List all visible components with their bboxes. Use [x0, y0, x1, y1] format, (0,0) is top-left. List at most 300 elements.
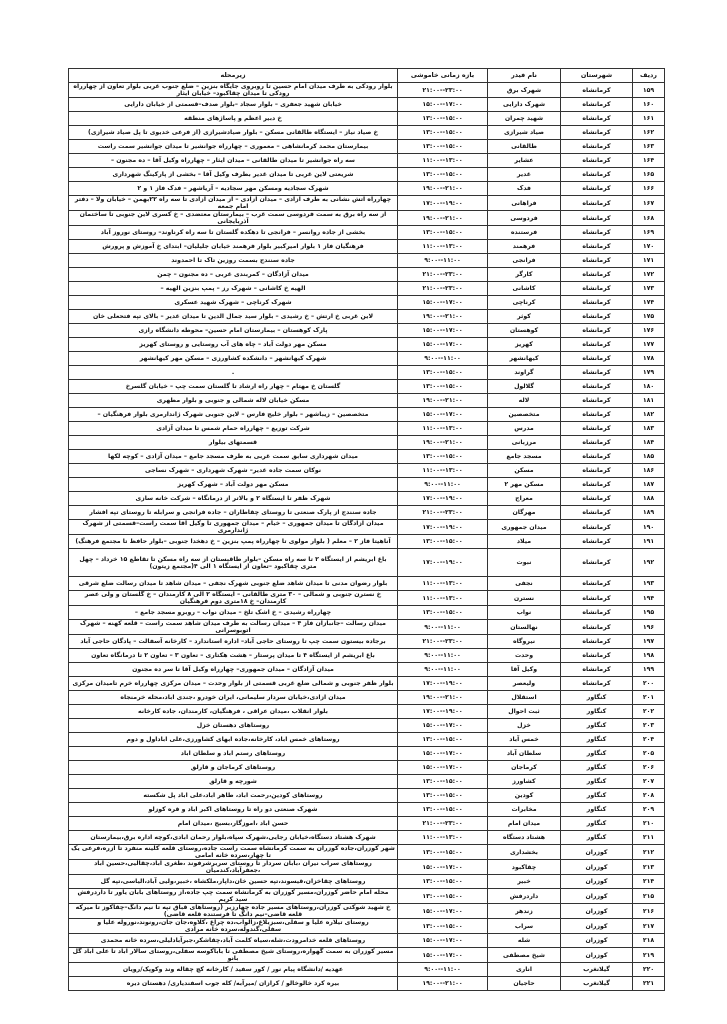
cell-feeder: میلاد: [488, 535, 561, 549]
cell-feeder: شیخ مصطفی: [488, 948, 561, 963]
table-row: [69, 691, 665, 705]
cell-feeder: کشاورز: [488, 775, 561, 789]
cell-feeder: نواب: [488, 606, 561, 620]
cell-time: ۱۳:۰۰--۱۵:۰۰: [398, 126, 488, 140]
table-row: [69, 577, 665, 591]
cell-city: کنگاور: [561, 775, 633, 789]
cell-feeder: نهالستان: [488, 620, 561, 635]
cell-radif: ۲۲۱: [633, 977, 665, 991]
table-row: [69, 83, 665, 98]
cell-time: ۱۹:۰۰--۲۱:۰۰: [398, 977, 488, 991]
cell-feeder: اناری: [488, 963, 561, 977]
cell-radif: ۱۷۰: [633, 240, 665, 254]
cell-area: بلوار ظفر جنوبی و شمالی ضلع غربی قسمتی از بلوار وحدت – میدان مرکزی چهارراه خرم تامیدان مرکزی: [69, 677, 398, 691]
cell-radif: ۱۹۱: [633, 535, 665, 549]
cell-feeder: مخابرات: [488, 803, 561, 817]
cell-city: کنگاور: [561, 719, 633, 733]
table-row: [69, 649, 665, 663]
table-row: [69, 789, 665, 803]
cell-city: کرمانشاه: [561, 649, 633, 663]
cell-area: عهدیه /دانشگاه پیام نور / کور سفید / کارخانه کچ چقاله وند وکوپک/رویان: [69, 963, 398, 977]
cell-city: کرمانشاه: [561, 211, 633, 226]
cell-city: کنگاور: [561, 747, 633, 761]
table-row: [69, 591, 665, 606]
cell-city: کرمانشاه: [561, 577, 633, 591]
table-row: [69, 549, 665, 577]
cell-feeder: گلالول: [488, 380, 561, 394]
cell-feeder: مدرس: [488, 422, 561, 436]
cell-time: ۱۱:۰۰--۱۳:۰۰: [398, 831, 488, 845]
cell-time: ۹:۰۰--۱۱:۰۰: [398, 254, 488, 268]
cell-radif: ۲۱۱: [633, 831, 665, 845]
cell-city: کرمانشاه: [561, 226, 633, 240]
cell-feeder: معراج: [488, 492, 561, 506]
cell-radif: ۱۷۶: [633, 324, 665, 338]
table-row: [69, 436, 665, 450]
cell-area: میدان آزادگان – کمربندی غربی – ده مجنون – چمن: [69, 268, 398, 282]
cell-time: ۱۳:۰۰--۱۵:۰۰: [398, 450, 488, 464]
cell-city: کوزران: [561, 919, 633, 934]
cell-area: آناهیتا فاز ۲ – معلم ( بلوار مولوی تا چهارراه پمپ بنزین – خ دهخدا جنوبی –بلوار حافظ تا مجتمع فرهنگ): [69, 535, 398, 549]
cell-feeder: مرزبانی: [488, 436, 561, 450]
table-row: [69, 860, 665, 875]
cell-area: روستاهای کرماجان و قارلق: [69, 761, 398, 775]
cell-radif: ۱۸۹: [633, 506, 665, 520]
table-row: [69, 889, 665, 904]
cell-time: ۱۷:۰۰--۱۹:۰۰: [398, 549, 488, 577]
outage-table: [68, 68, 665, 991]
cell-area: بیره کرد خالوخالو / کرازان /میرآبه/ کله جوب اسفندیاری/ دهستان دیره: [69, 977, 398, 991]
cell-time: ۱۹:۰۰--۲۱:۰۰: [398, 182, 488, 196]
cell-feeder: مسجد جامع: [488, 450, 561, 464]
cell-time: ۲۱:۰۰--۲۳:۰۰: [398, 268, 488, 282]
cell-time: ۱۱:۰۰--۱۳:۰۰: [398, 464, 488, 478]
cell-feeder: خزل: [488, 719, 561, 733]
cell-radif: ۱۶۵: [633, 168, 665, 182]
cell-feeder: بخشداری: [488, 845, 561, 860]
cell-feeder: عشایر: [488, 154, 561, 168]
cell-time: ۱۷:۰۰--۱۹:۰۰: [398, 677, 488, 691]
cell-radif: ۱۷۱: [633, 254, 665, 268]
cell-radif: ۱۸۸: [633, 492, 665, 506]
cell-area: مسیر کوزران به سمت گهواره،روستای شیخ مصطفی تا باباکوسه سفلی،روستای سالار آباد تا علی آباد گل بانو: [69, 948, 398, 963]
cell-feeder: فرستنده: [488, 226, 561, 240]
cell-radif: ۱۶۱: [633, 112, 665, 126]
cell-feeder: شهرک برق: [488, 83, 561, 98]
cell-time: ۱۷:۰۰--۱۹:۰۰: [398, 196, 488, 211]
table-row: [69, 394, 665, 408]
cell-city: گیلانغرب: [561, 977, 633, 991]
outage-schedule-document: [68, 68, 665, 991]
cell-city: کرمانشاه: [561, 478, 633, 492]
cell-area: خ نسترن جنوبی و شمالی – ۳۰ متری طالقانی – ایستگاه ۲ الی ۸ کارمندان – خ گلستان و ولی عصر کارمندان– خ ۱۸متری دوم فرهنگیان: [69, 591, 398, 606]
cell-city: کرمانشاه: [561, 296, 633, 310]
cell-area: بلوار رودکی به طرف میدان امام حسین تا روبروی جایگاه بنزین – ضلع جنوب غربی بلوار تعاون از چهارراه رودکی تا میدان چقاکبود– خیابان ایثار: [69, 83, 398, 98]
cell-feeder: نبوت: [488, 549, 561, 577]
table-row: [69, 168, 665, 182]
cell-radif: ۱۸۶: [633, 464, 665, 478]
table-row: [69, 620, 665, 635]
cell-radif: ۱۷۷: [633, 338, 665, 352]
cell-radif: ۲۰۱: [633, 691, 665, 705]
table-row: [69, 422, 665, 436]
cell-time: ۱۵:۰۰--۱۷:۰۰: [398, 948, 488, 963]
cell-radif: ۱۹۰: [633, 520, 665, 535]
cell-feeder: حاجیان: [488, 977, 561, 991]
cell-time: ۱۵:۰۰--۱۷:۰۰: [398, 860, 488, 875]
table-row: [69, 817, 665, 831]
cell-radif: ۱۶۳: [633, 140, 665, 154]
cell-radif: ۲۰۶: [633, 761, 665, 775]
table-row: [69, 98, 665, 112]
cell-time: ۱۱:۰۰--۱۳:۰۰: [398, 240, 488, 254]
cell-feeder: کهریز: [488, 338, 561, 352]
table-row: [69, 831, 665, 845]
cell-radif: ۱۹۵: [633, 606, 665, 620]
cell-radif: ۱۹۷: [633, 635, 665, 649]
cell-feeder: ثبت احوال: [488, 705, 561, 719]
cell-area: چهارراه آتش نشانی به طرف آزادی – میدان آزادی – از میدان آزادی تا سه راه ۲۲بهمن – خیابان ولا – دفتر امام جمعه: [69, 196, 398, 211]
cell-time: ۱۵:۰۰--۱۷:۰۰: [398, 98, 488, 112]
table-row: [69, 366, 665, 380]
cell-area: روستاهای چقاخزان،قیسوند،تپه حسین خان،داپار،ملکشاه ،خبیر،ولیی آباد،الیاسی،تپه گل: [69, 875, 398, 889]
cell-area: بیمارستان محمد کرمانشاهی – معموری – چهارراه جوانشیر تا میدان جوانشیر سمت راست: [69, 140, 398, 154]
table-row: [69, 492, 665, 506]
cell-city: کنگاور: [561, 803, 633, 817]
table-row: [69, 520, 665, 535]
cell-radif: ۱۷۴: [633, 296, 665, 310]
cell-feeder: غدیر: [488, 168, 561, 182]
cell-city: گیلانغرب: [561, 963, 633, 977]
cell-area: چهارراه رشیدی – خ اشک تلخ – میدان نواب – روبرو مسجد جامع –: [69, 606, 398, 620]
cell-radif: ۱۶۰: [633, 98, 665, 112]
cell-feeder: کودین: [488, 789, 561, 803]
cell-area: برجاده بیستون سمت چپ تا روستای حاجی آباد– اداره استاندارد – کارخانه آسفالت – پادگان حاجی آباد: [69, 635, 398, 649]
table-row: [69, 352, 665, 366]
cell-feeder: فدک: [488, 182, 561, 196]
cell-area: روستاهای سراب نیران ،بابان سردار تا روستای سربرشرفوند ،طغری آباد،چقالیی،حسین آباد ،جعفرآباد،کندمیان: [69, 860, 398, 875]
table-row: [69, 112, 665, 126]
cell-time: ۱۱:۰۰--۱۳:۰۰: [398, 154, 488, 168]
cell-time: ۱۱:۰۰--۱۳:۰۰: [398, 577, 488, 591]
table-row: [69, 338, 665, 352]
table-row: [69, 663, 665, 677]
cell-city: کرمانشاه: [561, 506, 633, 520]
cell-city: کرمانشاه: [561, 112, 633, 126]
cell-area: بلوار رضوان مدنی تا میدان شاهد ضلع جنوبی شهرک نجفی – میدان شاهد تا میدان رسالت ضلع شرقی: [69, 577, 398, 591]
cell-feeder: نسترن: [488, 591, 561, 606]
cell-city: کرمانشاه: [561, 436, 633, 450]
cell-city: کرمانشاه: [561, 620, 633, 635]
cell-feeder: زندهر: [488, 904, 561, 919]
cell-radif: ۲۰۵: [633, 747, 665, 761]
cell-radif: ۲۰۲: [633, 705, 665, 719]
cell-time: ۲۱:۰۰--۲۳:۰۰: [398, 83, 488, 98]
cell-radif: ۱۸۷: [633, 478, 665, 492]
cell-radif: ۲۱۰: [633, 817, 665, 831]
cell-city: کرمانشاه: [561, 196, 633, 211]
cell-radif: ۱۵۹: [633, 83, 665, 98]
cell-feeder: هشتاد دستگاه: [488, 831, 561, 845]
cell-area: مسکن مهر دولت آباد – شهرک کهریز: [69, 478, 398, 492]
cell-radif: ۲۰۳: [633, 719, 665, 733]
table-row: [69, 196, 665, 211]
cell-feeder: کیهانشهر: [488, 352, 561, 366]
cell-time: ۱۵:۰۰--۱۷:۰۰: [398, 324, 488, 338]
table-row: [69, 324, 665, 338]
cell-area: خیابان شهید جعفری – بلوار سجاد –بلوار صدف–قسمتی از خیابان دارایی: [69, 98, 398, 112]
cell-area: میدان رسالت –جانبازان فاز ۴ – میدان رسالت به طرف میدان شاهد سمت راست – قلعه کهنه – شهرک اتوبوسرانی: [69, 620, 398, 635]
cell-feeder: خبیر: [488, 875, 561, 889]
cell-feeder: مسکن: [488, 464, 561, 478]
table-row: [69, 934, 665, 948]
cell-radif: ۱۹۸: [633, 649, 665, 663]
table-row: [69, 775, 665, 789]
cell-city: کنگاور: [561, 691, 633, 705]
table-row: [69, 761, 665, 775]
table-row: [69, 733, 665, 747]
cell-city: کرمانشاه: [561, 83, 633, 98]
cell-time: ۱۳:۰۰--۱۵:۰۰: [398, 733, 488, 747]
cell-area: بخشی از جاده روانسر – فرانجی تا دهکده گلستان تا سه راه کرناوند– روستای نوروز آباد: [69, 226, 398, 240]
cell-city: کرمانشاه: [561, 492, 633, 506]
cell-city: کرمانشاه: [561, 324, 633, 338]
table-row: [69, 803, 665, 817]
cell-time: ۱۵:۰۰--۱۷:۰۰: [398, 904, 488, 919]
table-row: [69, 226, 665, 240]
table-row: [69, 464, 665, 478]
cell-city: کوزران: [561, 904, 633, 919]
cell-time: ۱۷:۰۰--۱۹:۰۰: [398, 705, 488, 719]
cell-radif: ۱۸۳: [633, 422, 665, 436]
table-row: [69, 977, 665, 991]
cell-radif: ۲۰۴: [633, 733, 665, 747]
cell-area: روستاهای قلعه خدامرودت،شله،سیاه کلمت آباد،چقاشکر،جبرآبادلیلی،سرده خانه محمدی: [69, 934, 398, 948]
cell-radif: ۲۱۶: [633, 904, 665, 919]
cell-radif: ۲۱۸: [633, 934, 665, 948]
table-row: [69, 719, 665, 733]
cell-radif: ۱۸۰: [633, 380, 665, 394]
table-row: [69, 450, 665, 464]
cell-time: ۱۳:۰۰--۱۵:۰۰: [398, 535, 488, 549]
cell-feeder: کاشانی: [488, 282, 561, 296]
cell-feeder: وکیل آقا: [488, 663, 561, 677]
cell-feeder: فرانجی: [488, 254, 561, 268]
cell-city: کرمانشاه: [561, 408, 633, 422]
cell-area: روستاهای دهستان خزل: [69, 719, 398, 733]
cell-area: حسن اباد ،اموزگار،بسیج ،میدان امام: [69, 817, 398, 831]
cell-time: ۱۹:۰۰--۲۱:۰۰: [398, 436, 488, 450]
cell-radif: ۱۶۶: [633, 182, 665, 196]
table-row: [69, 677, 665, 691]
cell-time: ۱۳:۰۰--۱۵:۰۰: [398, 889, 488, 904]
cell-radif: ۱۶۲: [633, 126, 665, 140]
cell-feeder: سلطان آباد: [488, 747, 561, 761]
header-city: شهرستان: [561, 69, 633, 83]
cell-area: روستاهای رستم اباد و سلطان اباد: [69, 747, 398, 761]
cell-city: کرمانشاه: [561, 182, 633, 196]
cell-radif: ۲۱۵: [633, 889, 665, 904]
cell-city: کرمانشاه: [561, 591, 633, 606]
cell-area: گلستان خ مهتام – چهار راه ارشاد تا گلستان سمت چپ – خیابان گلسرخ: [69, 380, 398, 394]
header-feeder: نام فیدر: [488, 69, 561, 83]
cell-time: ۹:۰۰--۱۱:۰۰: [398, 649, 488, 663]
cell-feeder: گراوند: [488, 366, 561, 380]
cell-city: کرمانشاه: [561, 338, 633, 352]
cell-area: شهرک کیهانشهر – دانشکده کشاورزی – مسکن مهر کیهانشهر: [69, 352, 398, 366]
cell-city: کرمانشاه: [561, 352, 633, 366]
cell-radif: ۲۰۸: [633, 789, 665, 803]
table-row: [69, 182, 665, 196]
cell-city: کنگاور: [561, 817, 633, 831]
cell-feeder: ولیعصر: [488, 677, 561, 691]
cell-time: ۱۳:۰۰--۱۵:۰۰: [398, 789, 488, 803]
cell-area: میدان شهرداری سابق سمت غربی به طرف مسجد جامع – میدان آزادی – کوچه لکها: [69, 450, 398, 464]
cell-feeder: کارگر: [488, 268, 561, 282]
table-row: [69, 254, 665, 268]
cell-feeder: استقلال: [488, 691, 561, 705]
cell-city: کرمانشاه: [561, 380, 633, 394]
table-row: [69, 705, 665, 719]
cell-area: مسکن مهر دولت آباد – چاه های آب روستایی و روستای کهریز: [69, 338, 398, 352]
cell-area: باغ ابریشم از ایستگاه ۲ تا سه راه مسکن –بلوار طاقبستان از سه راه مسکن تا تقاطع ۱۵ خرداد – چهل متری چقاکبود –تعاون از ایستگاه ۱ الی ۴(مجتمع زیتون): [69, 549, 398, 577]
cell-time: ۱۳:۰۰--۱۵:۰۰: [398, 803, 488, 817]
cell-area: متخصصین – زیباشهر – بلوار خلیج فارس – لاین جنوبی شهرک ژاندارمری بلوار فرهنگیان –: [69, 408, 398, 422]
cell-radif: ۲۱۷: [633, 919, 665, 934]
cell-time: ۱۳:۰۰--۱۵:۰۰: [398, 380, 488, 394]
cell-feeder: سراب: [488, 919, 561, 934]
cell-feeder: کوهستان: [488, 324, 561, 338]
cell-area: باغ ابریشم از ایستگاه ۴ تا میدان پرستار – هشت هکتاری – تعاون ۳ – تعاون ۲ تا درمانگاه تعاون: [69, 649, 398, 663]
table-row: [69, 478, 665, 492]
cell-feeder: مهرگان: [488, 506, 561, 520]
cell-feeder: فردوسی: [488, 211, 561, 226]
cell-radif: ۲۱۴: [633, 875, 665, 889]
cell-time: ۲۱:۰۰--۲۳:۰۰: [398, 282, 488, 296]
cell-radif: ۲۰۷: [633, 775, 665, 789]
cell-radif: ۱۸۵: [633, 450, 665, 464]
cell-time: ۱۳:۰۰--۱۵:۰۰: [398, 140, 488, 154]
cell-time: ۱۳:۰۰--۱۵:۰۰: [398, 112, 488, 126]
cell-city: کرمانشاه: [561, 464, 633, 478]
table-row: [69, 919, 665, 934]
cell-radif: ۲۲۰: [633, 963, 665, 977]
cell-area: شرکت توزیع – چهارراه حمام شمس تا میدان آزادی: [69, 422, 398, 436]
cell-time: ۹:۰۰--۱۱:۰۰: [398, 352, 488, 366]
header-radif: ردیف: [633, 69, 665, 83]
cell-time: ۹:۰۰--۱۱:۰۰: [398, 663, 488, 677]
cell-city: کرمانشاه: [561, 126, 633, 140]
cell-area: شورچه و قارلق: [69, 775, 398, 789]
cell-city: کرمانشاه: [561, 310, 633, 324]
cell-feeder: لاله: [488, 394, 561, 408]
table-body: [69, 83, 665, 991]
cell-feeder: میدان جمهوری: [488, 520, 561, 535]
cell-radif: ۱۹۴: [633, 591, 665, 606]
cell-feeder: وحدت: [488, 649, 561, 663]
cell-time: ۱۳:۰۰--۱۵:۰۰: [398, 226, 488, 240]
table-row: [69, 506, 665, 520]
table-row: [69, 126, 665, 140]
cell-city: کرمانشاه: [561, 268, 633, 282]
cell-radif: ۱۸۱: [633, 394, 665, 408]
cell-feeder: کرناچی: [488, 296, 561, 310]
cell-city: کنگاور: [561, 761, 633, 775]
cell-city: کوزران: [561, 889, 633, 904]
cell-radif: ۱۷۵: [633, 310, 665, 324]
table-row: [69, 408, 665, 422]
table-row: [69, 211, 665, 226]
cell-time: ۱۳:۰۰--۱۵:۰۰: [398, 775, 488, 789]
cell-feeder: مسکن مهر ۲: [488, 478, 561, 492]
cell-time: ۱۵:۰۰--۱۷:۰۰: [398, 761, 488, 775]
cell-city: کرمانشاه: [561, 450, 633, 464]
cell-radif: ۲۱۲: [633, 845, 665, 860]
cell-area: مسکن خیابان لاله شمالی و جنوبی و بلوار مطهری: [69, 394, 398, 408]
cell-city: کنگاور: [561, 789, 633, 803]
cell-time: ۲۱:۰۰--۲۳:۰۰: [398, 635, 488, 649]
cell-time: ۱۹:۰۰--۲۱:۰۰: [398, 394, 488, 408]
table-row: [69, 154, 665, 168]
cell-time: ۱۵:۰۰--۱۷:۰۰: [398, 408, 488, 422]
table-row: [69, 282, 665, 296]
cell-area: روستاهای کودین،رحمت اباد، طاهر اباد،علی اباد پل شکسته: [69, 789, 398, 803]
table-row: [69, 875, 665, 889]
cell-feeder: شهید چمران: [488, 112, 561, 126]
cell-area: قسمتهای بیلوار: [69, 436, 398, 450]
table-row: [69, 635, 665, 649]
table-row: [69, 963, 665, 977]
cell-area: خ شهید شوکتی کوزران،روستاهای مسیر جاده چهارزبر (روستاهای قباق تپه تا نیم دانگ–چقاکوز تا میرکه قلعه قاضی–نیم دانگ تا فرستنده قلعه قاضی): [69, 904, 398, 919]
cell-radif: ۱۷۹: [633, 366, 665, 380]
table-row: [69, 296, 665, 310]
cell-feeder: صیاد شیرازی: [488, 126, 561, 140]
cell-city: کرمانشاه: [561, 98, 633, 112]
cell-area: شهرک سجادیه ومسکن مهر سجادیه – آریاشهر – فدک فاز ۱ و ۲: [69, 182, 398, 196]
cell-area: نوکان سمت جاده غدیر– شهرک شهرداری – شهرک نساجی: [69, 464, 398, 478]
table-row: [69, 310, 665, 324]
cell-city: کنگاور: [561, 705, 633, 719]
cell-time: ۱۳:۰۰--۱۵:۰۰: [398, 606, 488, 620]
cell-city: کرمانشاه: [561, 154, 633, 168]
cell-city: کرمانشاه: [561, 606, 633, 620]
cell-radif: ۱۹۹: [633, 663, 665, 677]
cell-radif: ۱۷۸: [633, 352, 665, 366]
cell-time: ۱۵:۰۰--۱۷:۰۰: [398, 338, 488, 352]
cell-time: ۲۱:۰۰--۲۳:۰۰: [398, 817, 488, 831]
cell-area: شهرک کرناچی – شهرک شهید عسکری: [69, 296, 398, 310]
cell-city: کنگاور: [561, 733, 633, 747]
cell-area: روستاهای خمس اباد، کارخانه،جاده ابهای کشاورزی،علی اباداول و دوم: [69, 733, 398, 747]
cell-area: شهرک هشتاد دستگاه،خیابان رجایی،شهرک سپاه،بلوار رحمان ابادی،کوچه اداره برق،بیمارستان: [69, 831, 398, 845]
cell-area: جاده سنندج از پارک صنعتی تا روستای چقاطاران – جاده فرانجی و سرابله تا روستای تپه افشار: [69, 506, 398, 520]
cell-city: کرمانشاه: [561, 366, 633, 380]
cell-city: کرمانشاه: [561, 254, 633, 268]
cell-city: کرمانشاه: [561, 663, 633, 677]
cell-area: پارک کوهستان – بیمارستان امام حسین– محوطه دانشگاه رازی: [69, 324, 398, 338]
cell-time: ۱۵:۰۰--۱۷:۰۰: [398, 296, 488, 310]
cell-time: ۱۵:۰۰--۱۷:۰۰: [398, 747, 488, 761]
cell-city: کرمانشاه: [561, 394, 633, 408]
cell-area: شهرک ظفر تا ایستگاه ۲ و بالاتر از درمانگاه – شرکت خانه سازی: [69, 492, 398, 506]
cell-city: کوزران: [561, 948, 633, 963]
cell-radif: ۲۱۹: [633, 948, 665, 963]
table-header-row: [69, 69, 665, 83]
cell-time: ۱۵:۰۰--۱۷:۰۰: [398, 719, 488, 733]
cell-city: کرمانشاه: [561, 549, 633, 577]
table-row: [69, 948, 665, 963]
cell-time: ۱۳:۰۰--۱۵:۰۰: [398, 845, 488, 860]
